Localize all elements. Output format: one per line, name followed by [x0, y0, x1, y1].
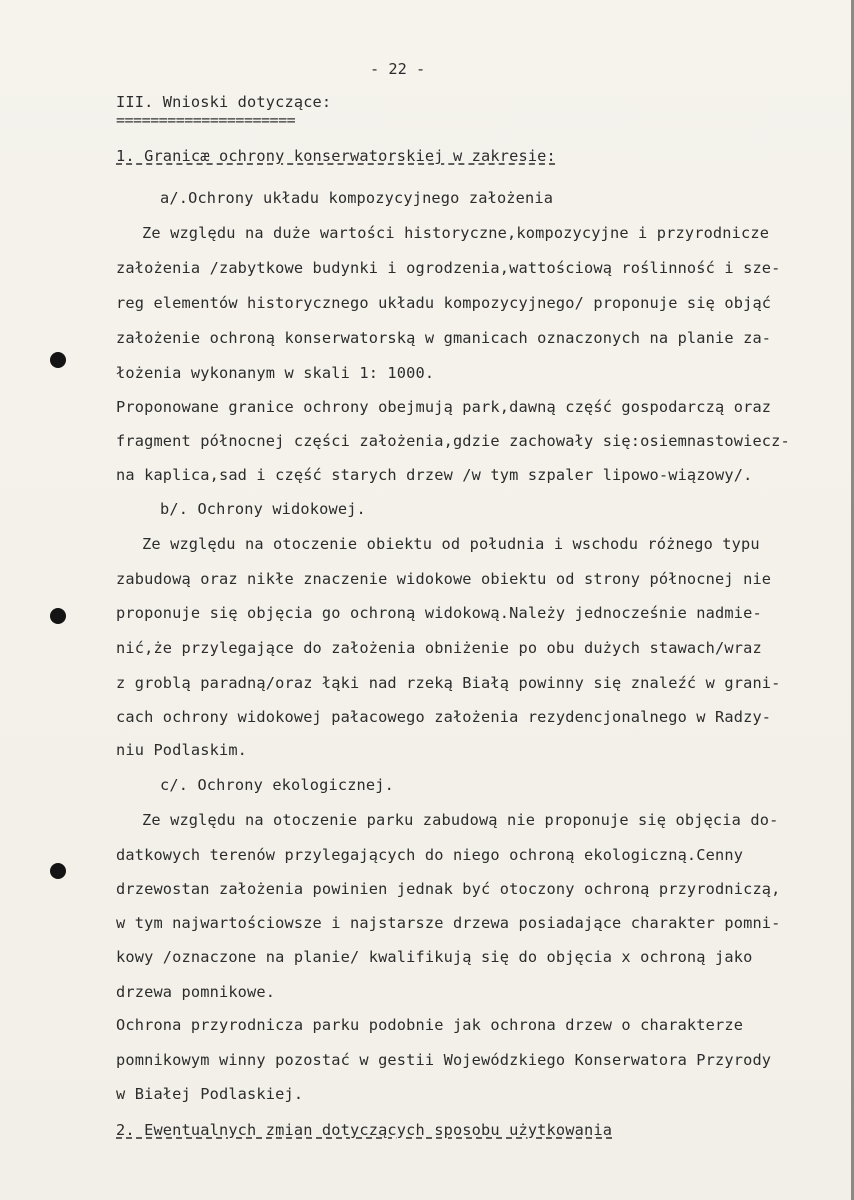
item-2-heading: 2. Ewentualnych zmian dotyczących sposobu użytkowania	[116, 1121, 613, 1139]
paragraph-line: Ze względu na duże wartości historyczne,kompozycyjne i przyrodnicze	[142, 224, 770, 242]
item-1-heading: 1. Granicæ ochrony konserwatorskiej w zakresie:	[116, 147, 556, 165]
paragraph-line: na kaplica,sad i część starych drzew /w tym szpaler lipowo-wiązowy/.	[116, 466, 753, 484]
subsection-a-heading: a/.Ochrony układu kompozycyjnego założenia	[160, 189, 554, 207]
paragraph-line: kowy /oznaczone na planie/ kwalifikują się do objęcia x ochroną jako	[116, 948, 753, 966]
paragraph-line: zabudową oraz nikłe znaczenie widokowe obiektu od strony północnej nie	[116, 570, 772, 588]
binder-hole-bottom	[50, 863, 66, 879]
page-number: - 22 -	[370, 60, 426, 78]
paragraph-line: proponuje się objęcia go ochroną widokową.Należy jednocześnie nadmie-	[116, 604, 762, 622]
paragraph-line: Ze względu na otoczenie parku zabudową nie proponuje się objęcia do-	[142, 811, 779, 829]
paragraph-line: łożenia wykonanym w skali 1: 1000.	[116, 364, 435, 382]
paragraph-line: cach ochrony widokowej pałacowego założenia rezydencjonalnego w Radzy-	[116, 708, 772, 726]
paragraph-line: reg elementów historycznego układu kompozycyjnego/ proponuje się objąć	[116, 294, 772, 312]
paragraph-line: w tym najwartościowsze i najstarsze drzewa posiadające charakter pomni-	[116, 914, 781, 932]
paragraph-line: Ze względu na otoczenie obiektu od południa i wschodu różnego typu	[142, 535, 760, 553]
heading-double-rule: =====================	[116, 111, 296, 129]
paragraph-line: Proponowane granice ochrony obejmują park,dawną część gospodarczą oraz	[116, 398, 772, 416]
paragraph-line: pomnikowym winny pozostać w gestii Wojewódzkiego Konserwatora Przyrody	[116, 1051, 772, 1069]
paragraph-line: Ochrona przyrodnicza parku podobnie jak ochrona drzew o charakterze	[116, 1016, 744, 1034]
paragraph-line: fragment północnej części założenia,gdzie zachowały się:osiemnastowiecz-	[116, 432, 790, 450]
binder-hole-middle	[50, 608, 66, 624]
paragraph-line: założenie ochroną konserwatorską w gmanicach oznaczonych na planie za-	[116, 329, 772, 347]
paragraph-line: założenia /zabytkowe budynki i ogrodzenia,wattościową roślinność i sze-	[116, 259, 781, 277]
paragraph-line: drzewostan założenia powinien jednak być otoczony ochroną przyrodniczą,	[116, 880, 781, 898]
paragraph-line: w Białej Podlaskiej.	[116, 1085, 304, 1103]
paragraph-line: datkowych terenów przylegających do niego ochroną ekologiczną.Cenny	[116, 846, 744, 864]
paragraph-line: z groblą paradną/oraz łąki nad rzeką Białą powinny się znaleźć w grani-	[116, 674, 781, 692]
paragraph-line: nić,że przylegające do założenia obniżenie po obu dużych stawach/wraz	[116, 639, 762, 657]
section-heading: III. Wnioski dotyczące:	[116, 93, 332, 111]
subsection-b-heading: b/. Ochrony widokowej.	[160, 500, 366, 518]
paragraph-line: niu Podlaskim.	[116, 741, 248, 759]
paragraph-line: drzewa pomnikowe.	[116, 983, 276, 1001]
binder-hole-top	[50, 352, 66, 368]
subsection-c-heading: c/. Ochrony ekologicznej.	[160, 776, 394, 794]
